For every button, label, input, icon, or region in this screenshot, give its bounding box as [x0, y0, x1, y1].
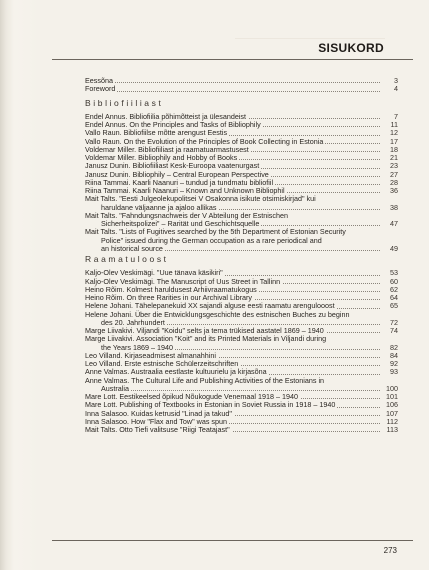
toc-page-number: 11 [380, 121, 398, 129]
dot-leader [85, 91, 380, 92]
toc-entry-continuation: Australia [85, 385, 131, 393]
dot-leader [85, 82, 380, 83]
toc-page-number: 101 [380, 393, 398, 401]
toc-entry-title: Anne Valmas. Austraalia eestlaste kultuurielu ja kirjasõna [85, 367, 267, 377]
toc-entry-title: Mare Lott. Publishing of Textbooks in Estonian in Soviet Russia in 1918 – 1940 [85, 400, 336, 410]
toc-page-number: 112 [380, 418, 398, 426]
toc-entry-title: Leo Villand. Kirjaseadmisest almanahhini [85, 350, 216, 360]
toc-page-number: 3 [380, 77, 398, 85]
toc-entry-title: Endel Annus. On the Principles and Tasks of Bibliophily [85, 120, 261, 129]
section-heading: Bibliofiiliast [85, 97, 164, 108]
toc-entry-title: Helene Johani. Über die Entwicklungsgeschichte des estnischen Buches zu beginn [85, 309, 350, 319]
table-of-contents [85, 77, 398, 434]
toc-page-number: 47 [380, 220, 398, 228]
toc-entry [85, 426, 398, 434]
toc-entry-title: Janusz Dunin. Bibliofiiliast Kesk-Euroopa vaatenurgast [85, 161, 260, 171]
toc-page-number: 17 [380, 138, 398, 146]
toc-entry-title: Leo Villand. Erste estnische Schülerzeitschriften [85, 359, 239, 368]
toc-page-number: 100 [380, 385, 398, 393]
toc-page-number: 64 [380, 294, 398, 302]
toc-page-number: 72 [380, 319, 398, 327]
toc-page-number: 49 [380, 245, 398, 253]
toc-page-number: 12 [380, 129, 398, 137]
toc-entry-title: Mait Talts. Otto Tiefi valitsuse "Riigi Teatajast" [85, 425, 230, 434]
toc-page-number: 7 [380, 113, 398, 121]
toc-page-number: 74 [380, 327, 398, 335]
toc-page-number: 53 [380, 269, 398, 277]
toc-entry-title: Janusz Dunin. Bibliophily – Central European Perspective [85, 169, 269, 179]
toc-page-number: 62 [380, 286, 398, 294]
toc-page-number: 107 [380, 410, 398, 418]
header-rule [52, 59, 413, 60]
page-title: SISUKORD [318, 41, 384, 55]
toc-entry-title: Heino Rõim. On three Rarities in our Archival Library [85, 293, 252, 302]
toc-page-number: 65 [380, 302, 398, 310]
toc-entry [85, 85, 398, 93]
toc-entry-title: Riina Tammai. Kaarli Naanuri – tundud ja tundmatu bibliofiil [85, 177, 274, 187]
toc-entry-title: Kaljo-Olev Veskimägi. "Uue tänava käsikiri" [85, 268, 223, 278]
toc-page-number: 106 [380, 401, 398, 409]
toc-entry-title: Mait Talts. "Eesti Julgeolekupolitsei V Osakonna isikute otsimiskirjad" kui [85, 194, 316, 204]
toc-entry-title: Inna Salasoo. How "Flax and Tow" was spun [85, 416, 228, 426]
toc-page-number: 18 [380, 146, 398, 154]
toc-entry-title: Inna Salasoo. Kuidas ketrusid "Linad ja takud" [85, 408, 232, 418]
toc-entry-continuation: the Years 1869 – 1940 [85, 344, 175, 352]
toc-page-number: 38 [380, 204, 398, 212]
toc-entry-line [85, 377, 398, 385]
toc-entry-title: Anne Valmas. The Cultural Life and Publishing Activities of the Estonians in [85, 375, 325, 385]
toc-entry-title: Mait Talts. "Lists of Fugitives searched by the 5th Department of Estonian Security [85, 227, 346, 237]
toc-page-number: 23 [380, 162, 398, 170]
toc-entry-title: Marge Liivakivi. Association "Koit" and its Printed Materials in Viljandi during [85, 334, 327, 344]
toc-page-number: 93 [380, 368, 398, 376]
footer-rule [52, 540, 413, 541]
toc-page-number: 113 [380, 426, 398, 434]
toc-entry-continuation: Sicherheitspolizei" – Rarität und Geschichtsquelle [85, 220, 261, 228]
toc-page-number: 28 [380, 179, 398, 187]
toc-entry-continuation: an historical source [85, 245, 165, 253]
toc-entry-title: Heino Rõim. Kolmest haruldusest Arhiivraamatukogus [85, 284, 257, 294]
section-heading: Raamatuloost [85, 254, 169, 264]
toc-entry-continuation: des 20. Jahrhundert [85, 319, 167, 327]
toc-page-number: 27 [380, 171, 398, 179]
toc-page-number: 4 [380, 85, 398, 93]
toc-entry-title: Mare Lott. Eestikeelsed õpikud Nõukogude Venemaal 1918 – 1940 [85, 392, 298, 401]
toc-entry [85, 245, 398, 253]
toc-entry [85, 77, 398, 85]
toc-entry-title: Eessõna [85, 76, 113, 85]
toc-entry-title: Kaljo-Olev Veskimägi. The Manuscript of Uus Street in Tallinn [85, 276, 281, 286]
toc-entry-title: Vallo Raun. On the Evolution of the Principles of Book Collecting in Estonia [85, 136, 324, 146]
toc-entry-title: Voldemar Miller. Bibliofiiliast ja raamatuarmastusest [85, 144, 249, 154]
toc-entry-title: Riina Tammai. Kaarli Naanuri – Known and Unknown Bibliophil [85, 186, 285, 195]
toc-page-number: 60 [380, 278, 398, 286]
toc-entry-title: Voldemar Miller. Bibliophily and Hobby of Books [85, 153, 238, 162]
toc-entry-title: Helene Johani. Tähelepanekuid XX sajandi alguse eesti raamatu arengulooost [85, 301, 335, 311]
toc-page-number: 21 [380, 154, 398, 162]
toc-page-number: 36 [380, 187, 398, 195]
page-number: 273 [383, 546, 397, 555]
toc-page-number: 84 [380, 352, 398, 360]
toc-entry-continuation: haruldane väljaanne ja ajaloo allikas [85, 204, 218, 212]
toc-entry-title: Mait Talts. "Fahndungsnachweis der V Abteilung der Estnischen [85, 210, 288, 220]
toc-entry-title: Marge Liivakivi. Viljandi "Koidu" selts ja tema trükised aastatel 1869 – 1940 [85, 326, 324, 335]
toc-entry-title: Foreword [85, 84, 116, 94]
toc-entry-continuation: Police" issued during the German occupation as a rare periodical and [85, 237, 324, 245]
toc-page-number: 92 [380, 360, 398, 368]
toc-page-number: 82 [380, 344, 398, 352]
toc-entry-title: Endel Annus. Bibliofiilia põhimõtteist ja ülesandeist [85, 111, 247, 121]
toc-entry-title: Vallo Raun. Bibliofiilse mõtte arengust Eestis [85, 128, 228, 138]
